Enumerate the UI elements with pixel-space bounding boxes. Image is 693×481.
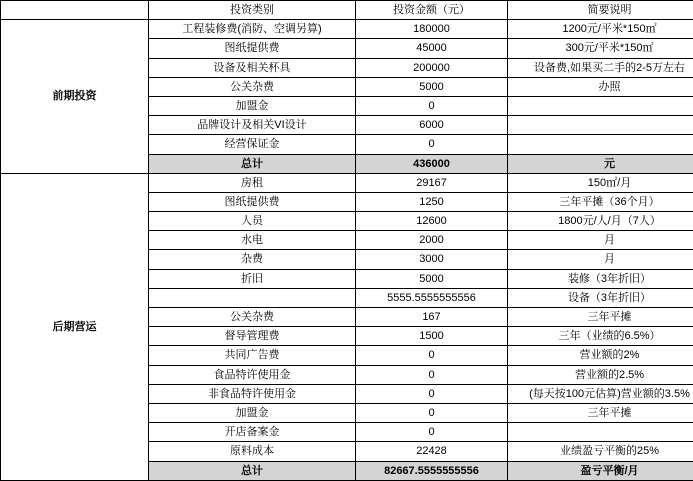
category-cell: 加盟金 xyxy=(149,403,356,422)
total-amount: 82667.5555555556 xyxy=(356,461,508,480)
amount-cell: 0 xyxy=(356,365,508,384)
phase-label-后期营运: 后期营运 xyxy=(1,173,149,480)
table-row xyxy=(1,20,693,39)
note-cell: 业绩盈亏平衡的25% xyxy=(508,442,693,461)
amount-cell: 0 xyxy=(356,423,508,442)
category-cell: 开店备案金 xyxy=(149,423,356,442)
category-cell: 公关杂费 xyxy=(149,308,356,327)
header-phase xyxy=(1,1,149,20)
amount-cell: 5000 xyxy=(356,269,508,288)
note-cell xyxy=(508,135,693,154)
note-cell: 设备费,如果买二手的2-5万左右 xyxy=(508,58,693,77)
total-label: 总计 xyxy=(149,154,356,173)
category-cell: 食品特许使用金 xyxy=(149,365,356,384)
category-cell: 经营保证金 xyxy=(149,135,356,154)
category-cell: 非食品特许使用金 xyxy=(149,384,356,403)
amount-cell: 12600 xyxy=(356,212,508,231)
category-cell: 督导管理费 xyxy=(149,327,356,346)
category-cell: 原料成本 xyxy=(149,442,356,461)
amount-cell: 1250 xyxy=(356,192,508,211)
category-cell xyxy=(149,288,356,307)
amount-cell: 1500 xyxy=(356,327,508,346)
amount-cell: 5555.5555555556 xyxy=(356,288,508,307)
amount-cell: 180000 xyxy=(356,20,508,39)
table-row xyxy=(1,173,693,192)
header-note: 简要说明 xyxy=(508,1,693,20)
note-cell xyxy=(508,116,693,135)
note-cell: 营业额的2% xyxy=(508,346,693,365)
category-cell: 公关杂费 xyxy=(149,77,356,96)
amount-cell: 0 xyxy=(356,346,508,365)
table-header-row xyxy=(1,1,693,20)
note-cell: 设备（3年折旧） xyxy=(508,288,693,307)
amount-cell: 45000 xyxy=(356,39,508,58)
category-cell: 杂费 xyxy=(149,250,356,269)
note-cell: 营业额的2.5% xyxy=(508,365,693,384)
category-cell: 人员 xyxy=(149,212,356,231)
header-category: 投资类别 xyxy=(149,1,356,20)
note-cell xyxy=(508,96,693,115)
header-amount: 投资金额（元） xyxy=(356,1,508,20)
note-cell: 三年（业绩的6.5%） xyxy=(508,327,693,346)
category-cell: 品牌设计及相关VI设计 xyxy=(149,116,356,135)
amount-cell: 0 xyxy=(356,96,508,115)
note-cell: 三年平摊 xyxy=(508,308,693,327)
note-cell: 办照 xyxy=(508,77,693,96)
phase-label-前期投资: 前期投资 xyxy=(1,20,149,174)
note-cell: 1200元/平米*150㎡ xyxy=(508,20,693,39)
category-cell: 工程装修费(消防、空调另算) xyxy=(149,20,356,39)
total-note: 元 xyxy=(508,154,693,173)
category-cell: 图纸提供费 xyxy=(149,39,356,58)
category-cell: 房租 xyxy=(149,173,356,192)
category-cell: 共同广告费 xyxy=(149,346,356,365)
amount-cell: 22428 xyxy=(356,442,508,461)
amount-cell: 2000 xyxy=(356,231,508,250)
note-cell xyxy=(508,423,693,442)
amount-cell: 167 xyxy=(356,308,508,327)
note-cell: 月 xyxy=(508,231,693,250)
note-cell: 三年平摊（36个月） xyxy=(508,192,693,211)
total-amount: 436000 xyxy=(356,154,508,173)
note-cell: 300元/平米*150㎡ xyxy=(508,39,693,58)
note-cell: (每天按100元估算)营业额的3.5% xyxy=(508,384,693,403)
note-cell: 三年平摊 xyxy=(508,403,693,422)
amount-cell: 3000 xyxy=(356,250,508,269)
note-cell: 150㎡/月 xyxy=(508,173,693,192)
amount-cell: 0 xyxy=(356,384,508,403)
category-cell: 加盟金 xyxy=(149,96,356,115)
category-cell: 水电 xyxy=(149,231,356,250)
note-cell: 1800元/人/月（7人） xyxy=(508,212,693,231)
amount-cell: 5000 xyxy=(356,77,508,96)
amount-cell: 0 xyxy=(356,135,508,154)
category-cell: 图纸提供费 xyxy=(149,192,356,211)
category-cell: 设备及相关杯具 xyxy=(149,58,356,77)
amount-cell: 6000 xyxy=(356,116,508,135)
total-label: 总计 xyxy=(149,461,356,480)
category-cell: 折旧 xyxy=(149,269,356,288)
note-cell: 装修（3年折旧） xyxy=(508,269,693,288)
amount-cell: 29167 xyxy=(356,173,508,192)
amount-cell: 200000 xyxy=(356,58,508,77)
total-note: 盈亏平衡/月 xyxy=(508,461,693,480)
amount-cell: 0 xyxy=(356,403,508,422)
note-cell: 月 xyxy=(508,250,693,269)
